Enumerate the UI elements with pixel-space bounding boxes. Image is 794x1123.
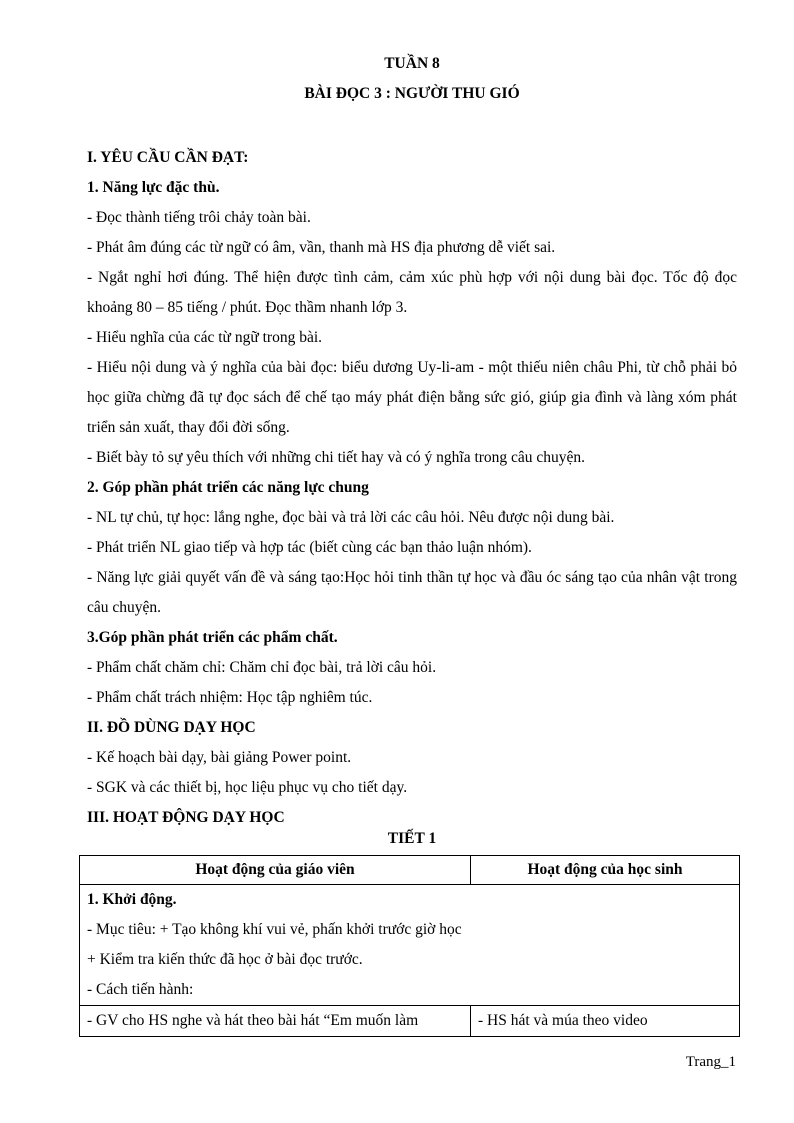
list-item: - SGK và các thiết bị, học liệu phục vụ cho tiết dạy.	[87, 779, 408, 796]
student-activity: - HS hát và múa theo video	[478, 1012, 648, 1029]
section-3-heading: III. HOẠT ĐỘNG DẠY HỌC	[87, 809, 285, 826]
list-item: - Phẩm chất chăm chỉ: Chăm chỉ đọc bài, trả lời câu hỏi.	[87, 659, 437, 676]
table-row	[80, 885, 740, 1006]
page-number: Trang_1	[685, 1054, 736, 1070]
activities-table	[79, 855, 740, 1037]
list-item: - Kế hoạch bài dạy, bài giảng Power point.	[87, 749, 352, 766]
table-header-row	[80, 856, 740, 885]
list-item: - Phát triển NL giao tiếp và hợp tác (biết cùng các bạn thảo luận nhóm).	[87, 539, 532, 556]
list-item: - Năng lực giải quyết vấn đề và sáng tạo:Học hỏi tinh thần tự học và đầu óc sáng tạo của nhân vật trong câu chuyện.	[87, 569, 737, 616]
list-item: - Hiểu nội dung và ý nghĩa của bài đọc: biểu dương Uy-li-am - một thiếu niên châu Phi, từ chỗ phải bỏ học giữa chừng đã tự đọc sách để chế tạo máy phát điện bằng sức gió, giúp gia đình và làng xóm phát triển sản xuất, thay đổi đời sống.	[87, 359, 737, 436]
list-item: - Biết bày tỏ sự yêu thích với những chi tiết hay và có ý nghĩa trong câu chuyện.	[87, 449, 586, 466]
section-2-heading: II. ĐỒ DÙNG DẠY HỌC	[87, 719, 256, 736]
student-cell	[471, 1006, 740, 1037]
warmup-cell	[80, 885, 740, 1006]
document-body	[87, 49, 737, 833]
list-item: - NL tự chủ, tự học: lắng nghe, đọc bài và trả lời các câu hỏi. Nêu được nội dung bài.	[87, 509, 615, 526]
teacher-column-header: Hoạt động của giáo viên	[80, 856, 471, 885]
warmup-line: + Kiểm tra kiến thức đã học ở bài đọc trước.	[87, 951, 363, 968]
section-1-heading: I. YÊU CẦU CẦN ĐẠT:	[87, 149, 249, 166]
subsection-3-heading: 3.Góp phần phát triển các phẩm chất.	[87, 629, 338, 646]
subsection-2-heading: 2. Góp phần phát triển các năng lực chung	[87, 479, 369, 496]
warmup-heading: 1. Khởi động.	[87, 891, 177, 908]
teacher-cell	[80, 1006, 471, 1037]
list-item: - Phát âm đúng các từ ngữ có âm, vần, thanh mà HS địa phương dễ viết sai.	[87, 239, 556, 256]
period-label: TIẾT 1	[387, 830, 437, 847]
warmup-line: - Mục tiêu: + Tạo không khí vui vẻ, phấn khởi trước giờ học	[87, 921, 462, 938]
lesson-title: BÀI ĐỌC 3 : NGƯỜI THU GIÓ	[304, 85, 520, 102]
subsection-1-heading: 1. Năng lực đặc thù.	[87, 179, 220, 196]
list-item: - Phẩm chất trách nhiệm: Học tập nghiêm túc.	[87, 689, 373, 706]
list-item: - Ngắt nghỉ hơi đúng. Thể hiện được tình cảm, cảm xúc phù hợp với nội dung bài đọc. Tốc độ đọc khoảng 80 – 85 tiếng / phút. Đọc thầm nhanh lớp 3.	[87, 269, 737, 316]
list-item: - Đọc thành tiếng trôi chảy toàn bài.	[87, 209, 311, 226]
table-row	[80, 1006, 740, 1037]
list-item: - Hiểu nghĩa của các từ ngữ trong bài.	[87, 329, 323, 346]
week-label: TUẦN 8	[384, 55, 440, 72]
teacher-activity: - GV cho HS nghe và hát theo bài hát “Em muốn làm	[87, 1012, 419, 1029]
student-column-header: Hoạt động của học sinh	[471, 856, 740, 885]
warmup-line: - Cách tiến hành:	[87, 981, 194, 998]
